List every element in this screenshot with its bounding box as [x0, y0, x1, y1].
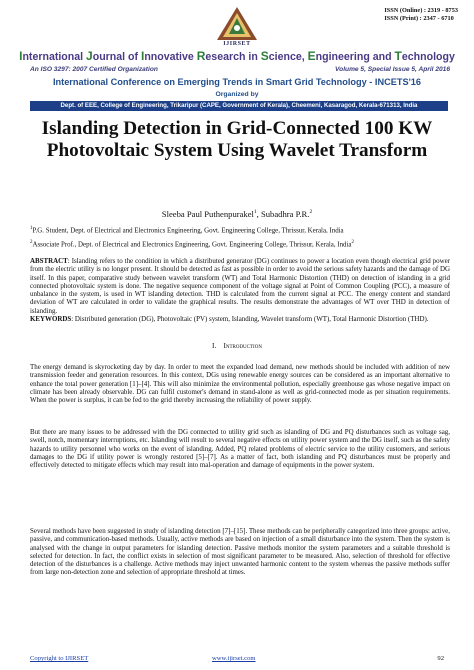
keywords — [30, 315, 450, 323]
issn-print: ISSN (Print) : 2347 - 6710 — [384, 15, 454, 23]
paragraph: The energy demand is skyrocketing day by day. In order to meet the expanded load demand, new methods should be included with addition of new transmission feeder and generation resources. In this context, DGs using renewable energy sources can be considered as an important alternative to enhance the total power generation [1]–[4]. This will also minimize the environmental pollution, especially greenhouse gas whose negative impact on climate has been already observable. DG can fulfil customer's demand in stand-alone as well as grid-connected mode as per situation requirements. When the power is surplus, it can be fed to the grid thereby increasing the reliability of power supply. — [30, 363, 450, 405]
organizer-bar: Dept. of EEE, College of Engineering, Trikaripur (CAPE, Government of Kerala), Cheemeni, Kasaragod, Kerala-671313, India — [30, 101, 448, 111]
page-number: 92 — [437, 655, 444, 662]
paper-title: Islanding Detection in Grid-Connected 100 KW Photovoltaic System Using Wavelet Transform — [41, 118, 433, 161]
paragraph: But there are many issues to be addressed with the DG connected to utility grid such as islanding of DG and PQ disturbances such as voltage sag, swell, notch, momentary interruptions, etc. Islanding will result to several negative effects on utility power system and the DG itself, such as the safety hazards to utility personnel who works on the event of islanding. Added, PQ related problems of electric service to the utility customers, and serious damages to the DG if utility power is wrongly restored [5]–[7]. As a matter of fact, both islanding and PQ disturbances must be properly and effectively detected to mitigate effects which may result into mal-operation and damage of equipments in the power system. — [30, 428, 450, 470]
iso-certification: An ISO 3297: 2007 Certified Organization — [30, 66, 158, 73]
authors: Sleeba Paul Puthenpurakel$^1$, Subadhra P.R.$^2$ — [161, 209, 313, 219]
abstract-label: ABSTRACT — [30, 257, 68, 265]
abstract-text: : Islanding refers to the condition in which a distributed generator (DG) continues to power a location even though electrical grid power from the electric utility is no longer present. It should be detected as fast as possible in order to avoid the serious safety hazards and the damage of DG itself. In this paper, comparative study between wavelet transform (WT) and Total Harmonic Distortion (THD) on detection of islanding in a grid connected photovoltaic system is done. The negative sequence component of the voltage signal at Point of Common Coupling (PCC), a measure of unbalance in the system, is used in WT islanding detection. THD is calculated from the current signal at PCC. The energy content and standard deviation of WT are calculated in order to validate the graphical results. The results demonstrate the advantages of WT over THD in detection of islanding. — [30, 257, 450, 315]
abstract — [30, 257, 450, 315]
footer-website — [212, 655, 256, 662]
journal-name — [0, 49, 474, 63]
conference-title: International Conference on Emerging Trends in Smart Grid Technology - INCETS'16 — [52, 77, 422, 87]
paragraph: Several methods have been suggested in study of islanding detection [7]–[15]. These methods can be peripherally categorized into three groups: active, passive, and communication-based methods. Usually, active methods are based on injection of a small disturbance into the system. Then the system is analysed with the change in output parameters for islanding detection. Passive methods monitor the system parameters and a suitable threshold is selected for detection. In fact, the conflict exists in selection of most significant parameter to be measured. Also, selection of threshold for effective detection of the disturbances is a challenge. Active methods may inject unwanted harmonic content to the system whereas the passive methods suffer from large non-detection zone and selection of appropriate threshold at times. — [30, 527, 450, 577]
journal-word: Technology — [394, 49, 455, 63]
copyright-link[interactable]: Copyright to IJIRSET — [30, 655, 89, 662]
journal-word: Science, — [260, 49, 308, 63]
journal-word: Journal of — [86, 49, 141, 63]
organized-by: Organized by — [215, 91, 259, 98]
journal-word: Innovative — [140, 49, 197, 63]
journal-word: Research in — [196, 49, 261, 63]
issn-online: ISSN (Online) : 2319 - 8753 — [384, 7, 458, 14]
journal-word: International — [19, 49, 87, 63]
affiliation-2: $^2$Associate Prof., Dept. of Electrical and Electronics Engineering, Govt. Engineering College, Thrissur, Kerala, India$^2$ — [30, 240, 354, 249]
volume-issue: Volume 5, Special Issue 5, April 2016 — [335, 66, 450, 73]
issn-block — [384, 7, 458, 24]
keywords-text: : Distributed generation (DG), Photovoltaic (PV) system, Islanding, Wavelet transform (WT), Total Harmonic Distortion (THD). — [71, 315, 429, 323]
logo-text: IJIRSET — [223, 41, 251, 47]
keywords-label: KEYWORDS — [30, 315, 72, 323]
footer-copyright — [30, 655, 88, 662]
affiliation-1: $^1$P.G. Student, Dept. of Electrical and Electronics Engineering, Govt. Engineering College, Thrissur, Kerala, India — [30, 226, 344, 235]
section-heading: I. Introduction — [212, 342, 262, 350]
journal-word: Engineering and — [307, 49, 395, 63]
website-link[interactable]: www.ijirset.com — [212, 655, 256, 662]
